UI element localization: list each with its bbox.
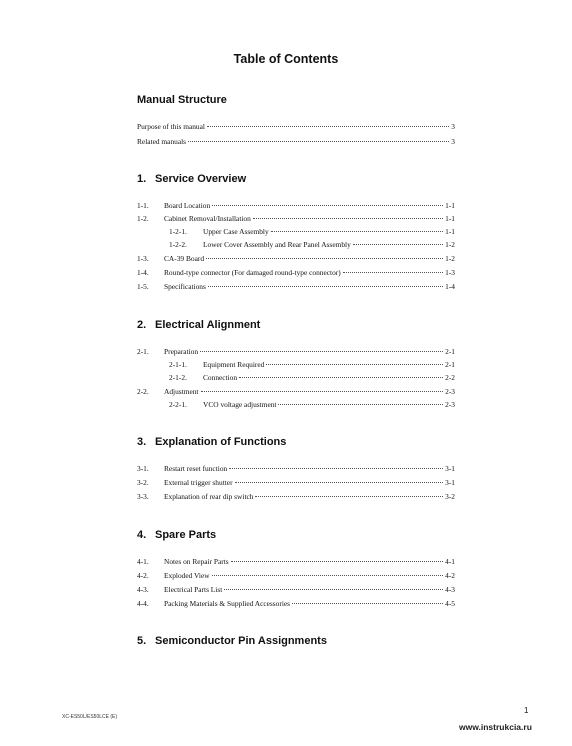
toc-subentry[interactable] bbox=[169, 400, 455, 412]
toc-entry-number: 3-3. bbox=[137, 492, 149, 501]
toc-entry[interactable] bbox=[137, 214, 455, 226]
toc-entry-page: 1-3 bbox=[445, 268, 455, 277]
dot-leader bbox=[266, 364, 443, 365]
dot-leader bbox=[224, 589, 443, 590]
dot-leader bbox=[353, 244, 443, 245]
toc-entry-label: Electrical Parts List bbox=[164, 585, 223, 594]
toc-entry-label: Explanation of rear dip switch bbox=[164, 492, 254, 501]
section-heading-spare-parts bbox=[137, 529, 216, 541]
toc-entry-page: 1-2 bbox=[445, 240, 455, 249]
toc-entry-page: 1-4 bbox=[445, 282, 455, 291]
toc-entry-number: 2-1-1. bbox=[169, 360, 187, 369]
toc-entry-number: 1-1. bbox=[137, 201, 149, 210]
section-number: 5. bbox=[137, 635, 147, 647]
footer-model: XC-ES50L/ES50LCE (E) bbox=[62, 714, 118, 720]
toc-entry-label: Packing Materials & Supplied Accessories bbox=[164, 599, 291, 608]
toc-entry-page: 4-5 bbox=[445, 599, 455, 608]
dot-leader bbox=[239, 377, 443, 378]
toc-entry-label: VCO voltage adjustment bbox=[203, 400, 277, 409]
toc-entry-number: 1-4. bbox=[137, 268, 149, 277]
toc-entry-page: 3-2 bbox=[445, 492, 455, 501]
toc-entry-page: 2-1 bbox=[445, 360, 455, 369]
toc-entry[interactable] bbox=[137, 268, 455, 280]
toc-entry[interactable] bbox=[137, 347, 455, 359]
toc-entry-label: Upper Case Assembly bbox=[203, 227, 269, 236]
toc-entry-label: Connection bbox=[203, 373, 238, 382]
dot-leader bbox=[207, 126, 449, 127]
section-heading-text: Semiconductor Pin Assignments bbox=[155, 635, 327, 647]
section-heading-manual-structure bbox=[137, 94, 227, 106]
dot-leader bbox=[212, 575, 444, 576]
toc-entry[interactable] bbox=[137, 122, 455, 134]
toc-entry-number: 2-1. bbox=[137, 347, 149, 356]
toc-entry[interactable] bbox=[137, 254, 455, 266]
dot-leader bbox=[188, 141, 449, 142]
dot-leader bbox=[253, 218, 443, 219]
toc-entry[interactable] bbox=[137, 571, 455, 583]
toc-entry-number: 3-1. bbox=[137, 464, 149, 473]
toc-entry[interactable] bbox=[137, 478, 455, 490]
toc-entry[interactable] bbox=[137, 387, 455, 399]
toc-entry-label: CA-39 Board bbox=[164, 254, 205, 263]
toc-entry-number: 4-3. bbox=[137, 585, 149, 594]
toc-entry[interactable] bbox=[137, 557, 455, 569]
toc-entry-label: Preparation bbox=[164, 347, 199, 356]
section-heading-explanation-of-functions bbox=[137, 436, 286, 448]
toc-entry-number: 1-2-2. bbox=[169, 240, 187, 249]
toc-entry-label: Board Location bbox=[164, 201, 211, 210]
toc-entry-page: 1-1 bbox=[445, 201, 455, 210]
toc-entry-page: 1-1 bbox=[445, 214, 455, 223]
toc-entry-label: Adjustment bbox=[164, 387, 199, 396]
toc-subentry[interactable] bbox=[169, 240, 455, 252]
dot-leader bbox=[235, 482, 444, 483]
toc-entry-label: Lower Cover Assembly and Rear Panel Assembly bbox=[203, 240, 351, 249]
toc-entry-number: 4-1. bbox=[137, 557, 149, 566]
toc-entry-page: 4-3 bbox=[445, 585, 455, 594]
section-heading-semiconductor-pin-assignments bbox=[137, 635, 327, 647]
section-number: 3. bbox=[137, 436, 147, 448]
toc-subentry[interactable] bbox=[169, 373, 455, 385]
watermark-text: www.instrukcia.ru bbox=[459, 722, 532, 732]
toc-entry-page: 3-1 bbox=[445, 464, 455, 473]
toc-entry-page: 1-2 bbox=[445, 254, 455, 263]
toc-entry-label: Restart reset function bbox=[164, 464, 228, 473]
toc-entry-label: Exploded View bbox=[164, 571, 210, 580]
dot-leader bbox=[271, 231, 443, 232]
toc-entry-number: 4-4. bbox=[137, 599, 149, 608]
toc-entry-number: 1-5. bbox=[137, 282, 149, 291]
toc-entry-page: 2-3 bbox=[445, 387, 455, 396]
toc-entry-page: 1-1 bbox=[445, 227, 455, 236]
toc-entry[interactable] bbox=[137, 137, 455, 149]
toc-entry-label: Round-type connector (For damaged round-type connector) bbox=[164, 268, 341, 277]
section-heading-text: Electrical Alignment bbox=[155, 319, 261, 331]
toc-entry-number: 3-2. bbox=[137, 478, 149, 487]
toc-entry-number: 2-1-2. bbox=[169, 373, 187, 382]
section-heading-electrical-alignment bbox=[137, 319, 260, 331]
toc-entry-label: Cabinet Removal/Installation bbox=[164, 214, 251, 223]
toc-entry-label: Equipment Required bbox=[203, 360, 265, 369]
toc-entry[interactable] bbox=[137, 585, 455, 597]
toc-entry[interactable] bbox=[137, 492, 455, 504]
toc-subentry[interactable] bbox=[169, 227, 455, 239]
toc-entry-page: 3-1 bbox=[445, 478, 455, 487]
dot-leader bbox=[292, 603, 443, 604]
section-number: 1. bbox=[137, 173, 147, 185]
toc-entry[interactable] bbox=[137, 282, 455, 294]
toc-entry-page: 3 bbox=[451, 122, 455, 131]
dot-leader bbox=[201, 391, 444, 392]
dot-leader bbox=[255, 496, 443, 497]
toc-subentry[interactable] bbox=[169, 360, 455, 372]
toc-entry-number: 2-2-1. bbox=[169, 400, 187, 409]
section-heading-service-overview bbox=[137, 173, 246, 185]
dot-leader bbox=[229, 468, 443, 469]
toc-entry[interactable] bbox=[137, 464, 455, 476]
toc-entry[interactable] bbox=[137, 201, 455, 213]
toc-entry-label: Purpose of this manual bbox=[137, 122, 205, 131]
toc-entry-number: 1-2-1. bbox=[169, 227, 187, 236]
toc-entry-page: 2-3 bbox=[445, 400, 455, 409]
dot-leader bbox=[206, 258, 443, 259]
toc-entry-number: 1-3. bbox=[137, 254, 149, 263]
dot-leader bbox=[212, 205, 443, 206]
dot-leader bbox=[231, 561, 443, 562]
toc-entry-page: 4-1 bbox=[445, 557, 455, 566]
page-title: Table of Contents bbox=[233, 52, 339, 66]
dot-leader bbox=[278, 404, 443, 405]
toc-entry-number: 1-2. bbox=[137, 214, 149, 223]
toc-entry-number: 2-2. bbox=[137, 387, 149, 396]
toc-entry-page: 4-2 bbox=[445, 571, 455, 580]
toc-entry-label: Specifications bbox=[164, 282, 206, 291]
section-heading-text: Manual Structure bbox=[137, 94, 227, 106]
toc-entry-page: 3 bbox=[451, 137, 455, 146]
section-heading-text: Explanation of Functions bbox=[155, 436, 287, 448]
page-number: 1 bbox=[524, 706, 529, 715]
toc-entry-number: 4-2. bbox=[137, 571, 149, 580]
dot-leader bbox=[208, 286, 443, 287]
toc-entry-label: Notes on Repair Parts bbox=[164, 557, 229, 566]
toc-entry-page: 2-2 bbox=[445, 373, 455, 382]
section-heading-text: Spare Parts bbox=[155, 529, 217, 541]
dot-leader bbox=[343, 272, 443, 273]
toc-entry-label: Related manuals bbox=[137, 137, 187, 146]
toc-entry-label: External trigger shutter bbox=[164, 478, 233, 487]
toc-entry[interactable] bbox=[137, 599, 455, 611]
toc-entry-page: 2-1 bbox=[445, 347, 455, 356]
section-number: 4. bbox=[137, 529, 147, 541]
dot-leader bbox=[200, 351, 443, 352]
section-number: 2. bbox=[137, 319, 147, 331]
section-heading-text: Service Overview bbox=[155, 173, 247, 185]
